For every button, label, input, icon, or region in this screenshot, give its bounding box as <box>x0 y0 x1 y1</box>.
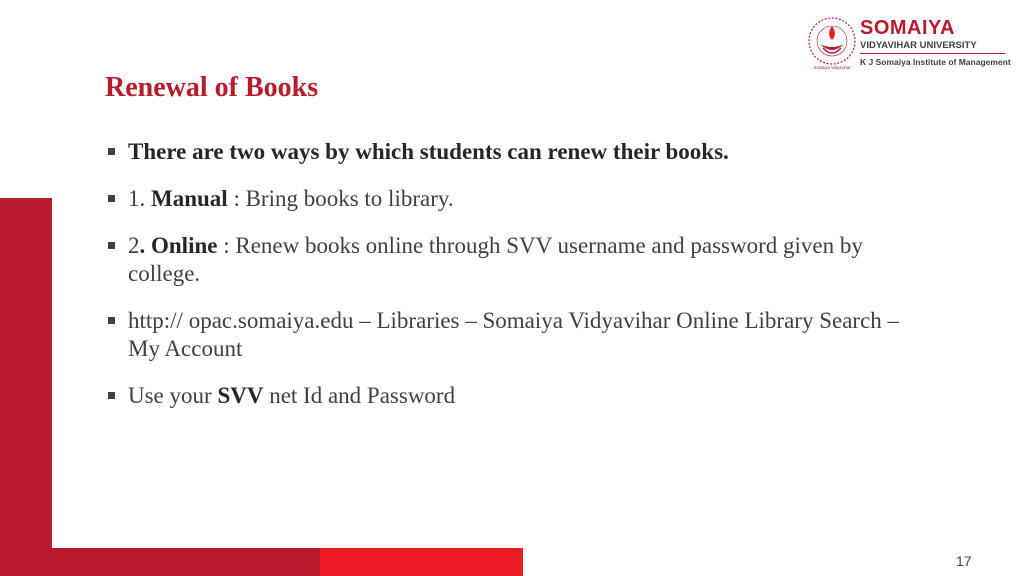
bullet-item <box>108 307 928 363</box>
somaiya-logo <box>806 14 1016 74</box>
bullet-bold-text: There are two ways by which students can renew their books. <box>128 139 729 164</box>
left-accent-bar <box>0 198 52 576</box>
bullet-text: : Bring books to library. <box>227 186 454 211</box>
bullet-item <box>108 185 928 213</box>
logo-university: VIDYAVIHAR UNIVERSITY <box>860 40 977 51</box>
bullet-item <box>108 138 928 166</box>
bullet-marker-icon <box>108 392 115 399</box>
seal-text: Somaiya Vidyavihar <box>813 65 851 70</box>
bullet-prefix: 2 <box>128 233 140 258</box>
logo-divider <box>860 53 1005 54</box>
bullet-item <box>108 382 928 410</box>
bullet-bold-text: SVV <box>217 383 264 408</box>
logo-name: SOMAIYA <box>860 17 956 39</box>
bottom-accent-bar-dark <box>0 548 320 576</box>
bullet-prefix: Use your <box>128 383 218 408</box>
page-number: 17 <box>956 553 972 569</box>
bullet-text: http:// opac.somaiya.edu – Libraries – Somaiya Vidyavihar Online Library Search – My Account <box>128 308 900 361</box>
bullet-bold-text: Manual <box>151 186 228 211</box>
bullet-marker-icon <box>108 242 115 249</box>
bullet-text: : Renew books online through SVV username and password given by college. <box>128 233 863 286</box>
bullet-list <box>108 138 928 429</box>
bullet-marker-icon <box>108 148 115 155</box>
somaiya-seal-icon <box>806 14 858 72</box>
bottom-accent-bar-bright <box>320 548 523 576</box>
bullet-bold-text: . Online <box>139 233 218 258</box>
bullet-text: net Id and Password <box>263 383 456 408</box>
bullet-marker-icon <box>108 195 115 202</box>
logo-institute: K J Somaiya Institute of Management <box>860 57 1011 67</box>
bullet-prefix: 1. <box>128 186 151 211</box>
bullet-marker-icon <box>108 317 115 324</box>
bullet-item <box>108 232 928 288</box>
slide-title: Renewal of Books <box>105 72 319 103</box>
